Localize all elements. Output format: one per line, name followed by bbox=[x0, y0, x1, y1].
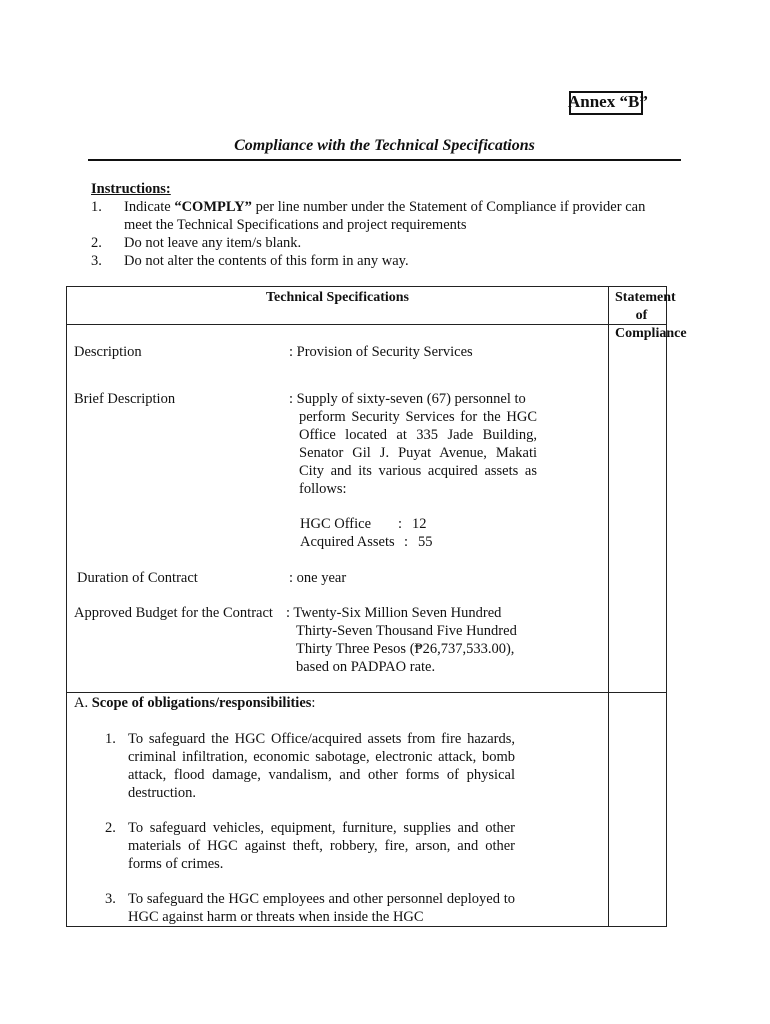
instruction-text: Do not alter the contents of this form in any way. bbox=[124, 253, 409, 269]
instruction-item bbox=[91, 252, 691, 270]
compliance-table bbox=[66, 286, 687, 927]
scope-item bbox=[105, 819, 515, 873]
budget-value bbox=[286, 604, 526, 676]
asset-row bbox=[300, 533, 433, 551]
annex-label: Annex “B” bbox=[568, 92, 648, 111]
instructions-heading: Instructions: bbox=[91, 181, 171, 197]
instruction-number: 3. bbox=[91, 253, 102, 269]
document-title: Compliance with the Technical Specifications bbox=[88, 136, 681, 161]
asset-count: 12 bbox=[412, 516, 427, 532]
brief-description-value bbox=[289, 390, 537, 498]
duration-label: Duration of Contract bbox=[77, 570, 198, 586]
asset-name: Acquired Assets bbox=[300, 534, 395, 550]
scope-item-number: 1. bbox=[105, 731, 116, 747]
statement-of-compliance-line2: Compliance bbox=[615, 326, 687, 341]
statement-of-compliance-line1: Statement of bbox=[615, 290, 676, 323]
column-divider bbox=[608, 287, 609, 926]
instruction-text: per line number under the Statement of Compliance if provider can bbox=[251, 199, 646, 215]
asset-separator: : bbox=[404, 534, 409, 550]
scope-item-text: To safeguard the HGC employees and other personnel deployed to HGC against harm or threats when inside the HGC bbox=[128, 891, 515, 925]
instruction-item bbox=[91, 234, 691, 252]
instruction-text: Indicate bbox=[124, 199, 175, 215]
scope-item bbox=[105, 890, 515, 926]
budget-first-line: : Twenty-Six Million Seven Hundred bbox=[286, 605, 502, 621]
brief-description-first-line: : Supply of sixty-seven (67) personnel to bbox=[289, 391, 526, 407]
header-divider bbox=[67, 324, 666, 325]
scope-item-number: 2. bbox=[105, 820, 116, 836]
budget-rest: Thirty-Seven Thousand Five Hundred Thirty Three Pesos (₱26,737,533.00), based on PADPAO rate. bbox=[296, 623, 517, 675]
assets-list bbox=[300, 515, 433, 551]
instruction-text-continued: meet the Technical Specifications and project requirements bbox=[124, 217, 467, 233]
scope-item-number: 3. bbox=[105, 891, 116, 907]
scope-heading bbox=[74, 694, 315, 712]
duration-value: : one year bbox=[289, 570, 347, 586]
scope-heading-text: Scope of obligations/responsibilities bbox=[91, 695, 312, 711]
instruction-number: 1. bbox=[91, 199, 102, 215]
scope-suffix: : bbox=[311, 695, 316, 711]
scope-item bbox=[105, 730, 515, 802]
instruction-text: Do not leave any item/s blank. bbox=[124, 235, 302, 251]
budget-label: Approved Budget for the Contract bbox=[74, 605, 273, 621]
instructions bbox=[91, 180, 691, 270]
section-divider bbox=[67, 692, 666, 693]
asset-name: HGC Office bbox=[300, 516, 372, 532]
technical-specifications-header: Technical Specifications bbox=[266, 290, 409, 305]
description-label: Description bbox=[74, 344, 142, 360]
asset-count: 55 bbox=[418, 534, 433, 550]
scope-item-text: To safeguard vehicles, equipment, furniture, supplies and other materials of HGC against theft, robbery, fire, arson, and other forms of crimes. bbox=[128, 820, 515, 872]
statement-of-compliance-header bbox=[609, 289, 687, 343]
instruction-number: 2. bbox=[91, 235, 102, 251]
instruction-comply-keyword: “COMPLY” bbox=[174, 199, 252, 215]
scope-item-text: To safeguard the HGC Office/acquired assets from fire hazards, criminal infiltration, economic sabotage, electronic attack, bomb attack, flood damage, vandalism, and other forms of physical destruction. bbox=[128, 731, 515, 801]
instruction-item bbox=[91, 198, 691, 234]
brief-description-rest: perform Security Services for the HGC Office located at 335 Jade Building, Senator Gil J. Puyat Avenue, Makati City and its various acquired assets as follows: bbox=[299, 409, 537, 497]
scope-prefix: A. bbox=[74, 695, 92, 711]
brief-description-label: Brief Description bbox=[74, 391, 176, 407]
asset-row bbox=[300, 515, 433, 533]
description-value: : Provision of Security Services bbox=[289, 344, 473, 360]
asset-separator: : bbox=[398, 516, 403, 532]
